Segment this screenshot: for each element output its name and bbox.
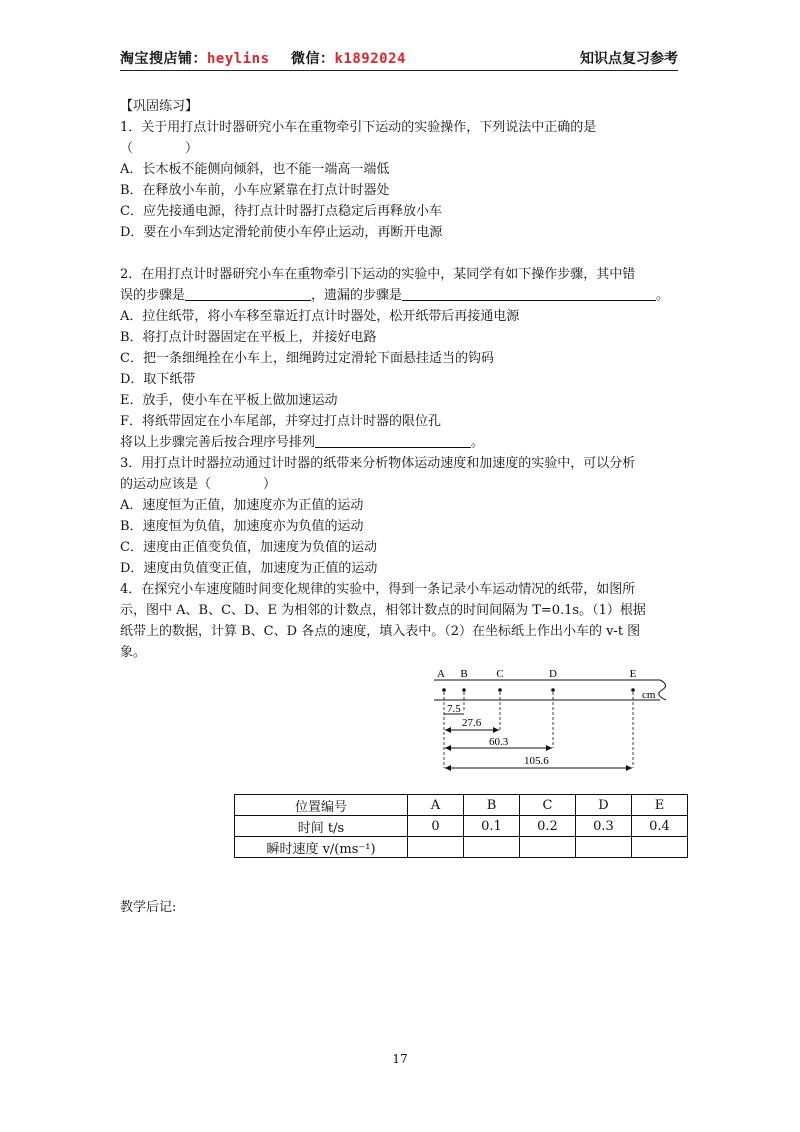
dist-ac: 27.6 bbox=[462, 717, 482, 729]
velocity-cell-c[interactable] bbox=[520, 837, 576, 858]
shop-label: 淘宝搜店铺： bbox=[120, 51, 207, 67]
page-number: 17 bbox=[392, 1052, 408, 1066]
q2-order-line: 将以上步骤完善后按合理序号排列 。 bbox=[120, 435, 485, 450]
q4-line3: 纸带上的数据，计算 B、C、D 各点的速度，填入表中。（2）在坐标纸上作出小车的 v-t 图 bbox=[120, 624, 641, 639]
dist-ad: 60.3 bbox=[489, 736, 509, 748]
dist-ab: 7.5 bbox=[447, 703, 461, 715]
section-title: 【巩固练习】 bbox=[120, 99, 199, 114]
table-row bbox=[235, 837, 688, 858]
point-d bbox=[551, 688, 555, 692]
row-label-velocity: 瞬时速度 v/(ms⁻¹) bbox=[235, 837, 408, 858]
point-label-d: D bbox=[549, 668, 557, 680]
teaching-notes-label: 教学后记: bbox=[120, 900, 177, 915]
point-label-c: C bbox=[496, 668, 504, 680]
point-e bbox=[631, 688, 635, 692]
velocity-cell-d[interactable] bbox=[576, 837, 632, 858]
table-cell: 0 bbox=[408, 816, 464, 837]
q2-option-c: C．把一条细绳拴在小车上，细绳跨过定滑轮下面悬挂适当的钩码 bbox=[120, 351, 494, 366]
row-label-position: 位置编号 bbox=[235, 795, 408, 816]
paper-tape-figure bbox=[434, 664, 674, 774]
q2-option-b: B．将打点计时器固定在平板上，并接好电路 bbox=[120, 330, 377, 345]
table-cell: B bbox=[464, 795, 520, 816]
table-cell: A bbox=[408, 795, 464, 816]
q3-option-c: C．速度由正值变负值，加速度为负值的运动 bbox=[120, 540, 377, 555]
q4-line2: 示，图中 A、B、C、D、E 为相邻的计数点，相邻计数点的时间间隔为 T=0.1s。（1）根据 bbox=[120, 603, 646, 618]
point-label-a: A bbox=[437, 668, 445, 680]
q2-order-blank[interactable] bbox=[315, 433, 471, 448]
q2-option-a: A．拉住纸带，将小车移至靠近打点计时器处，松开纸带后再接通电源 bbox=[120, 309, 520, 324]
q2-option-f: F．将纸带固定在小车尾部，并穿过打点计时器的限位孔 bbox=[120, 414, 442, 429]
tape-unit: cm bbox=[642, 689, 656, 701]
q1-stem-line1: 1．关于用打点计时器研究小车在重物牵引下运动的实验操作，下列说法中正确的是 bbox=[120, 120, 597, 135]
row-label-time: 时间 t/s bbox=[235, 816, 408, 837]
exercise-content bbox=[120, 96, 680, 663]
point-c bbox=[498, 688, 502, 692]
table-row bbox=[235, 795, 688, 816]
q4-line4: 象。 bbox=[120, 645, 147, 660]
q2-missing-steps-label: ，遗漏的步骤是 bbox=[311, 288, 403, 303]
table-row bbox=[235, 816, 688, 837]
q3-stem-line2: 的运动应该是（ ） bbox=[120, 477, 277, 492]
q2-wrong-steps-label: 误的步骤是 bbox=[120, 288, 186, 303]
table-cell: C bbox=[520, 795, 576, 816]
table-cell: 0.4 bbox=[632, 816, 688, 837]
q2-missing-steps-blank[interactable] bbox=[402, 286, 656, 301]
page-header bbox=[120, 46, 678, 71]
table-cell: 0.1 bbox=[464, 816, 520, 837]
q3-option-a: A．速度恒为正值，加速度亦为正值的运动 bbox=[120, 498, 364, 513]
q2-stem-line1: 2．在用打点计时器研究小车在重物牵引下运动的实验中，某同学有如下操作步骤，其中错 bbox=[120, 267, 636, 282]
q2-wrong-steps-blank[interactable] bbox=[185, 286, 311, 301]
header-title: 知识点复习参考 bbox=[580, 51, 678, 67]
point-b bbox=[462, 688, 466, 692]
q2-option-d: D．取下纸带 bbox=[120, 372, 196, 387]
q2-stem-line2: 误的步骤是 ，遗漏的步骤是 。 bbox=[120, 288, 670, 303]
wechat-label: 微信： bbox=[291, 51, 335, 67]
q3-stem-line1: 3．用打点计时器拉动通过计时器的纸带来分析物体运动速度和加速度的实验中，可以分析 bbox=[120, 456, 636, 471]
dist-ae: 105.6 bbox=[524, 755, 549, 767]
q1-option-c: C．应先接通电源，待打点计时器打点稳定后再释放小车 bbox=[120, 204, 442, 219]
table-cell: 0.3 bbox=[576, 816, 632, 837]
point-label-b: B bbox=[460, 668, 468, 680]
point-a bbox=[442, 688, 446, 692]
q1-option-a: A．长木板不能侧向倾斜，也不能一端高一端低 bbox=[120, 162, 390, 177]
shop-info bbox=[120, 48, 406, 68]
q3-option-d: D．速度由负值变正值，加速度为正值的运动 bbox=[120, 561, 378, 576]
q1-option-b: B．在释放小车前，小车应紧靠在打点计时器处 bbox=[120, 183, 390, 198]
table-cell: E bbox=[632, 795, 688, 816]
q2-option-e: E．放手，使小车在平板上做加速运动 bbox=[120, 393, 338, 408]
velocity-cell-b[interactable] bbox=[464, 837, 520, 858]
q4-line1: 4．在探究小车速度随时间变化规律的实验中，得到一条记录小车运动情况的纸带，如图所 bbox=[120, 582, 636, 597]
table-cell: D bbox=[576, 795, 632, 816]
point-label-e: E bbox=[629, 668, 637, 680]
table-cell: 0.2 bbox=[520, 816, 576, 837]
q1-option-d: D．要在小车到达定滑轮前使小车停止运动，再断开电源 bbox=[120, 225, 443, 240]
q1-stem-line2: （ ） bbox=[120, 141, 199, 156]
wechat-id: k1892024 bbox=[334, 51, 406, 67]
velocity-cell-a[interactable] bbox=[408, 837, 464, 858]
velocity-table bbox=[234, 794, 688, 858]
q3-option-b: B．速度恒为负值，加速度亦为负值的运动 bbox=[120, 519, 364, 534]
velocity-cell-e[interactable] bbox=[632, 837, 688, 858]
shop-name: heylins bbox=[207, 51, 270, 67]
